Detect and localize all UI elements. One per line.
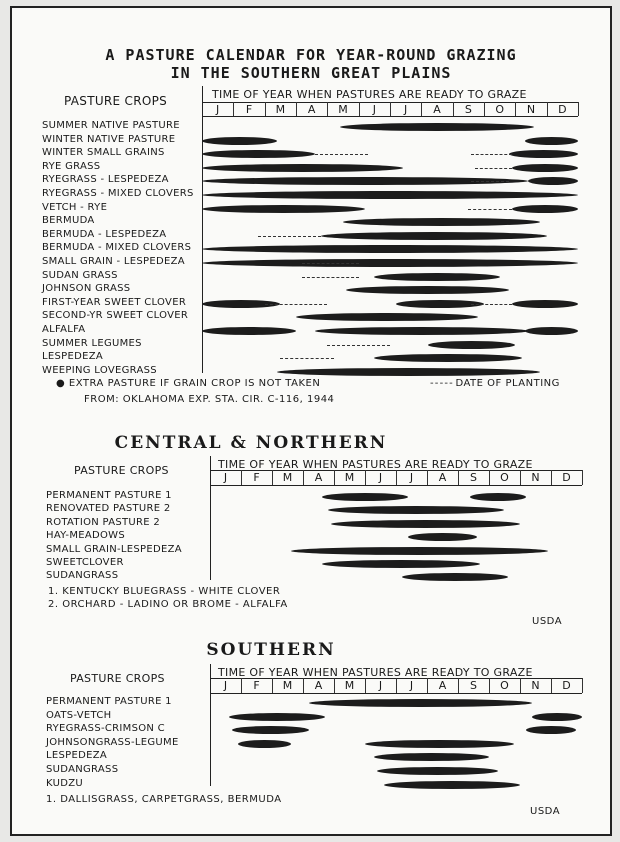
month-label: S [470, 679, 477, 692]
grazing-bar [532, 713, 582, 721]
crop-label: JOHNSON GRASS [42, 283, 131, 295]
crop-label: HAY-MEADOWS [46, 530, 126, 542]
legend-planting: - - - - - DATE OF PLANTING [430, 378, 560, 389]
grazing-bar [374, 273, 499, 281]
month-label: O [500, 679, 509, 692]
crop-label: SUDANGRASS [46, 570, 119, 582]
grazing-bar [340, 123, 534, 131]
grazing-bar [428, 341, 516, 349]
crop-label: SUMMER LEGUMES [42, 337, 142, 349]
grazing-bar [346, 286, 509, 294]
usda-credit: USDA [532, 616, 563, 627]
crops-header: PASTURE CROPS [64, 94, 168, 108]
planting-dash [471, 181, 509, 182]
month-band-bottom [202, 116, 578, 117]
month-label: J [409, 679, 414, 692]
grazing-bar [328, 506, 505, 514]
crop-label: SUMMER NATIVE PASTURE [42, 120, 180, 131]
crop-label: RYEGRASS-CRIMSON C [46, 723, 165, 735]
planting-dash [471, 304, 512, 305]
grazing-bar [309, 699, 532, 707]
grazing-bar [321, 232, 547, 240]
crop-label: ALFALFA [42, 324, 86, 335]
grazing-bar [525, 137, 578, 145]
month-label: D [562, 471, 571, 484]
month-label: J [223, 679, 228, 692]
grazing-bar [509, 150, 578, 158]
crop-label: BERMUDA - MIXED CLOVERS [42, 242, 192, 254]
month-label: D [562, 679, 571, 692]
planting-dash [302, 263, 358, 264]
planting-dash [471, 154, 512, 155]
grazing-bar [512, 164, 578, 172]
month-label: J [372, 103, 376, 116]
central-northern-heading: CENTRAL & NORTHERN [114, 433, 388, 453]
crop-label: SUDAN GRASS [42, 269, 118, 281]
month-label: A [433, 103, 441, 116]
month-label: O [495, 103, 504, 116]
month-label: M [275, 103, 286, 116]
crop-label: LESPEDEZA [46, 750, 107, 762]
planting-dash [475, 168, 513, 169]
crop-label: PERMANENT PASTURE 1 [46, 490, 172, 501]
grazing-bar [202, 245, 578, 253]
grazing-bar [291, 547, 548, 555]
month-label: A [438, 679, 447, 692]
month-label: D [558, 103, 567, 116]
crop-label: WINTER NATIVE PASTURE [42, 133, 176, 145]
usda-credit: USDA [530, 806, 561, 817]
grazing-bar [238, 740, 291, 748]
grazing-bar [232, 726, 310, 734]
crop-label: SECOND-YR SWEET CLOVER [42, 310, 189, 322]
crops-header: PASTURE CROPS [74, 464, 169, 477]
planting-dash [258, 236, 321, 237]
grazing-bar [202, 164, 403, 172]
month-label: M [338, 103, 348, 116]
pasture-calendar-page [10, 6, 612, 836]
planting-dash [327, 345, 390, 346]
legend-extra-text: EXTRA PASTURE IF GRAIN CROP IS NOT TAKEN [68, 378, 321, 389]
grazing-bar [343, 218, 540, 226]
main-title-line-1: A PASTURE CALENDAR FOR YEAR-ROUND GRAZING [105, 46, 517, 64]
grazing-bar [202, 259, 578, 267]
grazing-bar [202, 191, 578, 199]
crop-label: WEEPING LOVEGRASS [42, 364, 157, 376]
month-label: F [253, 471, 260, 484]
planting-dash [468, 209, 512, 210]
crop-label: SMALL GRAIN-LESPEDEZA [46, 543, 182, 555]
crop-label: BERMUDA - LESPEDEZA [42, 228, 167, 240]
southern-heading: SOUTHERN [206, 640, 336, 660]
grazing-bar [202, 137, 277, 145]
month-divider [582, 678, 583, 693]
crop-label: RYE GRASS [42, 160, 101, 172]
month-label: J [216, 103, 220, 116]
month-band-bottom [210, 693, 582, 694]
grazing-bar [402, 573, 507, 581]
crop-label: RYEGRASS - MIXED CLOVERS [42, 188, 194, 199]
grazing-bar [512, 205, 578, 213]
month-label: A [307, 103, 316, 116]
month-label: A [438, 471, 447, 484]
crop-label: LESPEDEZA [42, 351, 103, 363]
crop-label: JOHNSONGRASS-LEGUME [46, 736, 179, 748]
grazing-bar [525, 327, 578, 335]
grazing-bar [331, 520, 520, 528]
footnote-2: 2. ORCHARD - LADINO OR BROME - ALFALFA [48, 599, 288, 610]
footnote-1: 1. DALLISGRASS, CARPETGRASS, BERMUDA [46, 794, 282, 805]
grazing-bar [202, 150, 315, 158]
month-label: M [282, 471, 293, 484]
month-label: F [253, 679, 260, 692]
month-label: F [245, 103, 253, 116]
time-header: TIME OF YEAR WHEN PASTURES ARE READY TO GRAZE [218, 458, 533, 471]
planting-dash [302, 277, 358, 278]
grazing-bar [528, 177, 578, 185]
month-band-bottom [210, 485, 582, 486]
crop-label: BERMUDA [42, 215, 95, 227]
month-label: M [344, 471, 355, 484]
month-label: M [282, 679, 293, 692]
grazing-bar [512, 300, 578, 308]
month-label: J [378, 679, 383, 692]
month-label: J [223, 471, 228, 484]
grazing-bar [202, 205, 365, 213]
grazing-bar [374, 753, 489, 761]
grazing-bar [374, 354, 521, 362]
grazing-bar [315, 327, 528, 335]
month-label: N [526, 103, 536, 116]
month-label: O [500, 471, 509, 484]
month-label: J [404, 103, 408, 116]
grazing-bar [384, 781, 520, 789]
grazing-bar [322, 493, 409, 501]
grazing-bar [296, 313, 478, 321]
month-label: J [378, 471, 383, 484]
time-header: TIME OF YEAR WHEN PASTURES ARE READY TO GRAZE [218, 666, 533, 679]
crop-label: FIRST-YEAR SWEET CLOVER [42, 296, 187, 308]
grazing-bar [470, 493, 526, 501]
source-citation: FROM: OKLAHOMA EXP. STA. CIR. C-116, 1944 [84, 394, 335, 405]
planting-dash [265, 304, 328, 305]
month-divider [582, 470, 583, 485]
planting-dash [315, 154, 368, 155]
month-label: J [409, 471, 414, 484]
crop-label: VETCH - RYE [42, 201, 108, 213]
month-divider [578, 102, 579, 116]
footnote-1: 1. KENTUCKY BLUEGRASS - WHITE CLOVER [48, 586, 281, 597]
month-label: M [344, 679, 355, 692]
grazing-bar [526, 726, 576, 734]
crops-header: PASTURE CROPS [70, 672, 165, 685]
crop-label: RENOVATED PASTURE 2 [46, 503, 171, 515]
month-label: A [314, 471, 323, 484]
crop-label: RYEGRASS - LESPEDEZA [42, 174, 169, 186]
grazing-bar [322, 560, 480, 568]
crop-label: OATS-VETCH [46, 709, 112, 721]
grazing-bar [277, 368, 540, 376]
legend-planting-text: DATE OF PLANTING [455, 378, 560, 389]
month-label: N [531, 679, 540, 692]
crop-label: SMALL GRAIN - LESPEDEZA [42, 256, 185, 267]
grazing-bar [202, 327, 296, 335]
grazing-bar [365, 740, 514, 748]
crop-label: KUDZU [46, 777, 83, 789]
crop-label: SUDANGRASS [46, 764, 119, 775]
main-title-line-2: IN THE SOUTHERN GREAT PLAINS [170, 64, 452, 82]
planting-dash [280, 358, 333, 359]
grazing-bar [377, 767, 498, 775]
crop-label: PERMANENT PASTURE 1 [46, 696, 172, 707]
time-header: TIME OF YEAR WHEN PASTURES ARE READY TO GRAZE [212, 88, 527, 101]
crop-label: WINTER SMALL GRAINS [42, 147, 165, 159]
crop-label: SWEETCLOVER [46, 557, 124, 568]
crop-label: ROTATION PASTURE 2 [46, 516, 161, 528]
legend-extra-pasture: ● EXTRA PASTURE IF GRAIN CROP IS NOT TAKEN [56, 378, 321, 389]
month-label: S [470, 471, 477, 484]
grazing-bar [408, 533, 476, 541]
month-label: A [314, 679, 323, 692]
month-label: N [531, 471, 540, 484]
month-label: S [464, 103, 472, 116]
grazing-bar [229, 713, 325, 721]
